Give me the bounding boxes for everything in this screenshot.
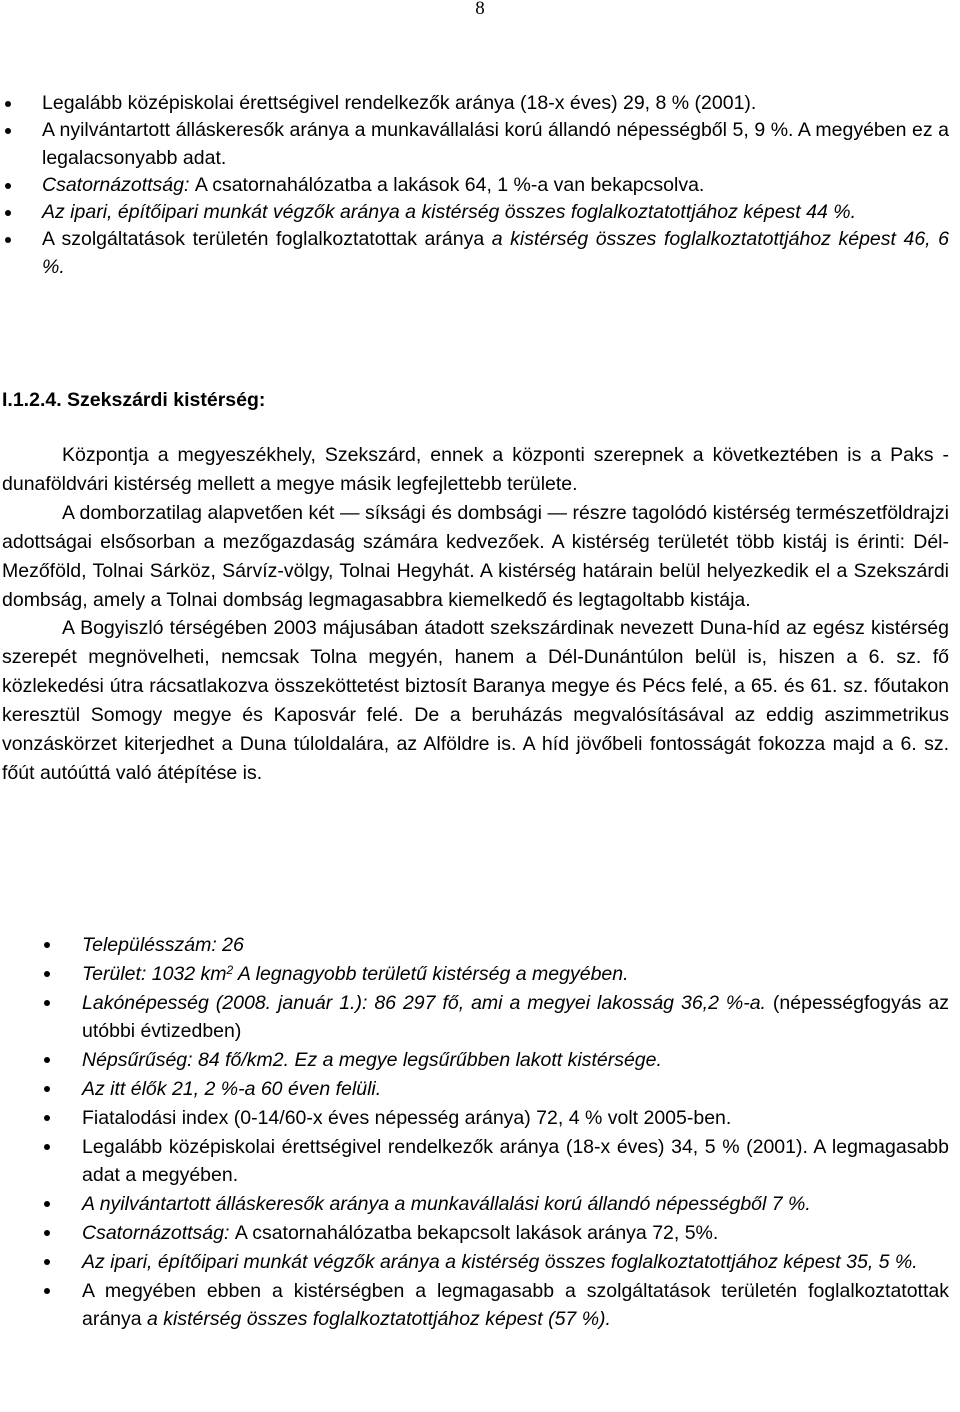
- paragraph: Központja a megyeszékhely, Szekszárd, ennek a központi szerepnek a következtében is a Paks - dunaföldvári kistérség mellett a megye másik legfejlettebb területe.: [2, 444, 949, 495]
- list-item: [2, 960, 949, 989]
- list-item: [2, 90, 949, 117]
- superscript: 2: [226, 962, 234, 977]
- paragraph: A Bogyiszló térségében 2003 májusában átadott szekszárdinak nevezett Duna-híd az egész kistérség szerepét megnövelheti, nemcsak Tolna megyén, hanem a Dél-Dunántúlon belül is, hiszen a 6. sz. fő közlekedési útra rácsatlakozva összeköttetést biztosít Baranya megye és Pécs felé, a 65. és 61. sz. főutakon keresztül Somogy megye és Kaposvár felé. De a beruházás megvalósításával az eddig aszimmetrikus vonzáskörzet kiterjedhet a Duna túloldalára, az Alföldre is. A híd jövőbeli fontosságát fokozza majd a 6. sz. főút autóúttá való átépítése is.: [2, 617, 949, 784]
- list-item-text: Legalább középiskolai érettségivel rendelkezők aránya (18-x éves) 29, 8 % (2001).: [42, 92, 757, 114]
- list-item-text: A csatornahálózatba a lakások 64, 1 %-a van bekapcsolva.: [194, 173, 705, 196]
- list-item-text: Az ipari, építőipari munkát végzők aránya a kistérség összes foglalkoztatottjához képest 35, 5 %.: [82, 1250, 918, 1273]
- list-item: [2, 1046, 949, 1075]
- list-item-text: Terület: 1032 km: [82, 962, 227, 985]
- list-item-text: Lakónépesség (2008. január 1.): 86 297 fő, ami a megyei lakosság 36,2 %-a.: [82, 991, 766, 1014]
- list-item: [2, 117, 949, 172]
- list-item: [2, 989, 949, 1047]
- section-body: [2, 441, 949, 788]
- list-item-text: a kistérség összes foglalkoztatottjához képest (57 %).: [147, 1308, 611, 1331]
- list-item: [2, 1133, 949, 1191]
- list-item: [2, 1248, 949, 1277]
- list-item-text: Fiatalodási index (0-14/60-x éves népesség aránya) 72, 4 % volt 2005-ben.: [82, 1106, 732, 1129]
- list-item-text: A megyében ebben a kistérségben a legmagasabb a szolgáltatások területén foglalkoztatottak aránya: [82, 1279, 949, 1331]
- list-item: [2, 199, 949, 226]
- list-item-text: Csatornázottság:: [82, 1221, 235, 1244]
- list-item: [2, 1190, 949, 1219]
- list-item-text: (népességfogyás az utóbbi évtizedben): [82, 991, 949, 1043]
- list-item-text: Népsűrűség: 84 fő/km2. Ez a megye legsűrűbben lakott kistérsége.: [82, 1049, 662, 1072]
- section-heading: I.1.2.4. Szekszárdi kistérség:: [2, 389, 266, 411]
- list-item: [2, 1104, 949, 1133]
- list-item-text: Településszám: 26: [82, 934, 244, 956]
- list-item-text: A nyilvántartott álláskeresők aránya a munkavállalási korú állandó népességből 5, 9 %. A megyében ez a legalacsonyabb adat.: [42, 119, 949, 169]
- list-item: [2, 1219, 949, 1248]
- list-item-text: Az ipari, építőipari munkát végzők aránya a kistérség összes foglalkoztatottjához képest 44 %.: [42, 201, 857, 224]
- list-item: [2, 931, 949, 960]
- paragraph: A domborzatilag alapvetően két — síksági és dombsági — részre tagolódó kistérség természetföldrajzi adottságai elsősorban a mezőgazdaság számára kedvezőek. A kistérség területét több kistáj is érinti: Dél-Mezőföld, Tolnai Sárköz, Sárvíz-völgy, Tolnai Hegyhát. A kistérség határain belül helyezkedik el a Szekszárdi dombság, amely a Tolnai dombság legmagasabbra kiemelkedő és legtagoltabb kistája.: [2, 501, 949, 611]
- list-item-text: A csatornahálózatba bekapcsolt lakások aránya 72, 5%.: [234, 1221, 719, 1244]
- list-item: [2, 1277, 949, 1335]
- list-item-text: Csatornázottság:: [42, 173, 195, 196]
- list-item-text: a kistérség összes foglalkoztatottjához képest 46, 6 %.: [42, 228, 949, 278]
- bottom-bullet-list: [2, 931, 949, 1334]
- list-item-text: A szolgáltatások területén foglalkoztatottak aránya: [42, 228, 492, 251]
- list-item: [2, 1075, 949, 1104]
- top-bullet-list: [2, 90, 949, 281]
- page-number: 8: [475, 0, 485, 19]
- list-item-text: Az itt élők 21, 2 %-a 60 éven felüli.: [82, 1077, 382, 1100]
- list-item: [2, 172, 949, 199]
- list-item: [2, 226, 949, 281]
- list-item-text: Legalább középiskolai érettségivel rendelkezők aránya (18-x éves) 34, 5 % (2001). A legmagasabb adat a megyében.: [82, 1135, 949, 1187]
- list-item-text: A nyilvántartott álláskeresők aránya a munkavállalási korú állandó népességből 7 %.: [82, 1193, 811, 1216]
- list-item-text: A legnagyobb területű kistérség a megyében.: [233, 962, 629, 985]
